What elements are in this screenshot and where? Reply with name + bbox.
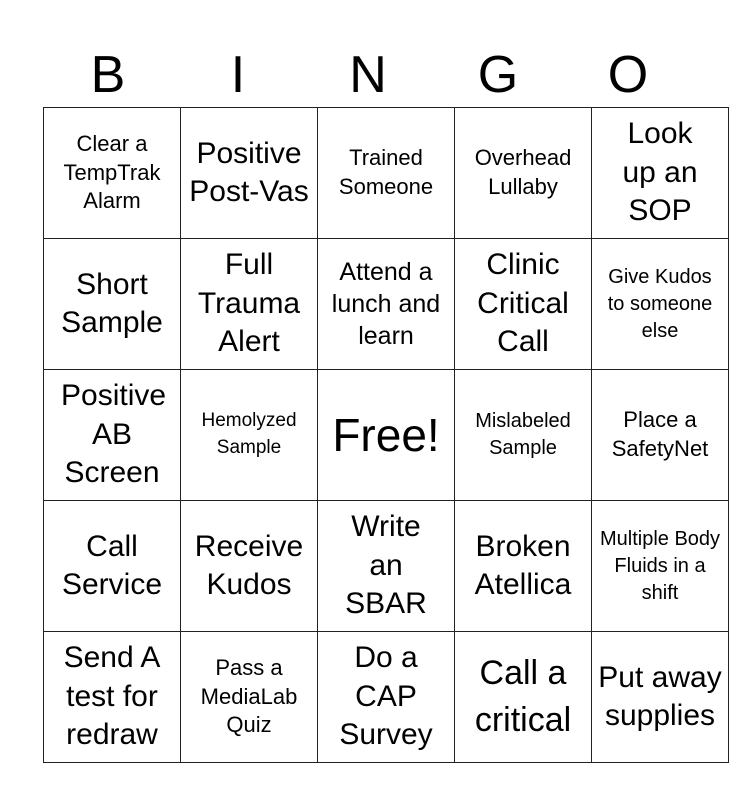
bingo-cell[interactable]: Write an SBAR (318, 501, 455, 632)
bingo-header (43, 44, 693, 106)
bingo-cell[interactable]: Full Trauma Alert (181, 239, 318, 370)
bingo-row (44, 239, 729, 370)
bingo-cell[interactable]: Attend a lunch and learn (318, 239, 455, 370)
bingo-cell[interactable]: Clinic Critical Call (455, 239, 592, 370)
bingo-cell[interactable]: Call a critical (455, 632, 592, 763)
header-letter-o: O (607, 46, 649, 104)
free-space-cell[interactable]: Free! (318, 370, 455, 501)
bingo-cell[interactable]: Do a CAP Survey (318, 632, 455, 763)
bingo-row (44, 501, 729, 632)
bingo-cell[interactable]: Pass a MediaLab Quiz (181, 632, 318, 763)
bingo-cell[interactable]: Short Sample (44, 239, 181, 370)
header-letter-n: N (349, 46, 387, 104)
header-letter-g: G (477, 46, 519, 104)
bingo-row (44, 370, 729, 501)
bingo-cell[interactable]: Multiple Body Fluids in a shift (592, 501, 729, 632)
header-letter-b: B (90, 46, 126, 104)
bingo-cell[interactable]: Receive Kudos (181, 501, 318, 632)
bingo-cell[interactable]: Mislabeled Sample (455, 370, 592, 501)
bingo-row (44, 632, 729, 763)
bingo-cell[interactable]: Broken Atellica (455, 501, 592, 632)
bingo-cell[interactable]: Positive AB Screen (44, 370, 181, 501)
bingo-cell[interactable]: Give Kudos to someone else (592, 239, 729, 370)
bingo-cell[interactable]: Positive Post-Vas (181, 108, 318, 239)
bingo-cell[interactable]: Trained Someone (318, 108, 455, 239)
bingo-card-grid (43, 107, 729, 763)
bingo-row (44, 108, 729, 239)
bingo-cell[interactable]: Place a SafetyNet (592, 370, 729, 501)
bingo-cell[interactable]: Put away supplies (592, 632, 729, 763)
header-letter-i: I (230, 46, 246, 104)
bingo-cell[interactable]: Look up an SOP (592, 108, 729, 239)
bingo-cell[interactable]: Overhead Lullaby (455, 108, 592, 239)
bingo-cell[interactable]: Clear a TempTrak Alarm (44, 108, 181, 239)
bingo-cell[interactable]: Hemolyzed Sample (181, 370, 318, 501)
bingo-cell[interactable]: Call Service (44, 501, 181, 632)
bingo-cell[interactable]: Send A test for redraw (44, 632, 181, 763)
